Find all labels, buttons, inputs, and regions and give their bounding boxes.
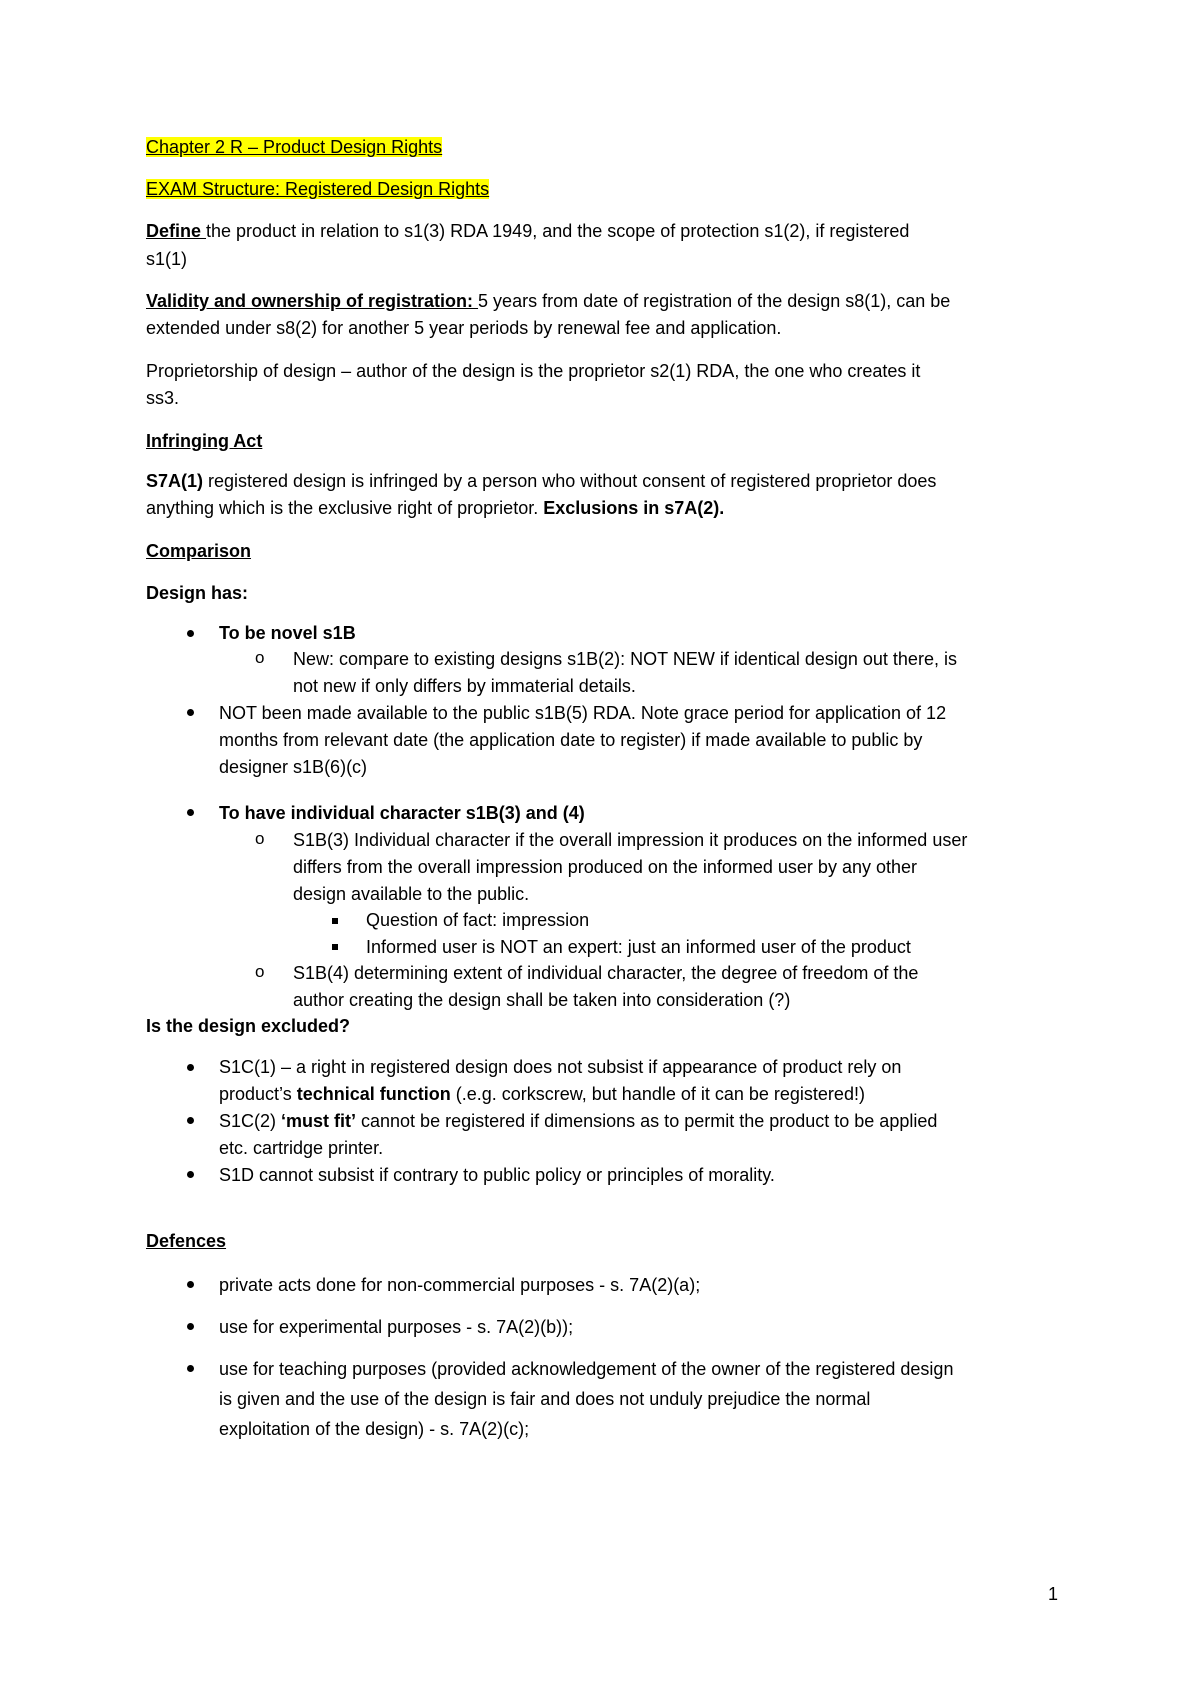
not-available-line3: designer s1B(6)(c): [219, 757, 368, 777]
individual-sub1-line1: S1B(3) Individual character if the overall impression it produces on the informed user: [293, 830, 968, 850]
excl2-line1: S1C(2) ‘must fit’ cannot be registered if dimensions as to permit the product to be applied: [219, 1111, 938, 1131]
square-bullet-icon: [328, 934, 342, 955]
bullet-icon: [183, 800, 197, 821]
individual-sub1-line2: differs from the overall impression produced on the informed user by any other: [293, 857, 917, 877]
bullet-icon: [183, 1162, 197, 1183]
proprietorship-para-line1: Proprietorship of design – author of the design is the proprietor s2(1) RDA, the one who creates it: [146, 361, 921, 381]
individual-sub2-line1: S1B(4) determining extent of individual character, the degree of freedom of the: [293, 963, 919, 983]
define-para-line2: s1(1): [146, 249, 188, 269]
define-para-line1: Define the product in relation to s1(3) RDA 1949, and the scope of protection s1(2), if registered: [146, 221, 910, 241]
bullet-icon: [183, 621, 197, 642]
excl1-line2: product’s technical function (.e.g. corkscrew, but handle of it can be registered!): [219, 1084, 865, 1104]
circle-bullet-icon: o: [255, 829, 265, 848]
comparison-heading: Comparison: [146, 541, 252, 561]
proprietorship-para-line2: ss3.: [146, 388, 180, 408]
square-bullet-icon: [328, 908, 342, 929]
page-number: 1: [1048, 1584, 1059, 1604]
defences-heading: Defences: [146, 1231, 227, 1251]
chapter-heading: Chapter 2 R – Product Design Rights: [146, 137, 443, 157]
design-has-label: Design has:: [146, 583, 249, 603]
individual-item: To have individual character s1B(3) and (4): [219, 803, 585, 823]
excl3: S1D cannot subsist if contrary to public policy or principles of morality.: [219, 1165, 775, 1185]
validity-para-line1: Validity and ownership of registration: 5 years from date of registration of the design s8(1), can be: [146, 291, 951, 311]
individual-subsub2: Informed user is NOT an expert: just an informed user of the product: [366, 937, 911, 957]
circle-bullet-icon: o: [255, 962, 265, 981]
excl2-line2: etc. cartridge printer.: [219, 1138, 384, 1158]
bullet-icon: [183, 1108, 197, 1129]
validity-para-line2: extended under s8(2) for another 5 year periods by renewal fee and application.: [146, 318, 782, 338]
bullet-icon: [183, 1356, 197, 1377]
individual-subsub1: Question of fact: impression: [366, 910, 590, 930]
excluded-heading: Is the design excluded?: [146, 1016, 351, 1036]
infringing-heading: Infringing Act: [146, 431, 263, 451]
not-available-line1: NOT been made available to the public s1B(5) RDA. Note grace period for application of 12: [219, 703, 947, 723]
defence-item-2: use for experimental purposes - s. 7A(2)(b));: [219, 1317, 574, 1337]
bullet-icon: [183, 1055, 197, 1076]
bullet-icon: [183, 1314, 197, 1335]
exam-structure-heading: EXAM Structure: Registered Design Rights: [146, 179, 490, 199]
defence-item-3-line1: use for teaching purposes (provided acknowledgement of the owner of the registered design: [219, 1359, 954, 1379]
novel-sub1-line1: New: compare to existing designs s1B(2): NOT NEW if identical design out there, is: [293, 649, 957, 669]
circle-bullet-icon: o: [255, 648, 265, 667]
novel-item: To be novel s1B: [219, 623, 356, 643]
defence-item-3-line3: exploitation of the design) - s. 7A(2)(c);: [219, 1419, 530, 1439]
excl1-line1: S1C(1) – a right in registered design does not subsist if appearance of product rely on: [219, 1057, 902, 1077]
bullet-icon: [183, 700, 197, 721]
not-available-line2: months from relevant date (the application date to register) if made available to public by: [219, 730, 923, 750]
defence-item-1: private acts done for non-commercial purposes - s. 7A(2)(a);: [219, 1275, 701, 1295]
infringing-para-line1: S7A(1) registered design is infringed by a person who without consent of registered proprietor does: [146, 471, 937, 491]
defence-item-3-line2: is given and the use of the design is fair and does not unduly prejudice the normal: [219, 1389, 871, 1409]
individual-sub1-line3: design available to the public.: [293, 884, 530, 904]
individual-sub2-line2: author creating the design shall be taken into consideration (?): [293, 990, 791, 1010]
novel-sub1-line2: not new if only differs by immaterial details.: [293, 676, 636, 696]
bullet-icon: [183, 1272, 197, 1293]
infringing-para-line2: anything which is the exclusive right of proprietor. Exclusions in s7A(2).: [146, 498, 725, 518]
